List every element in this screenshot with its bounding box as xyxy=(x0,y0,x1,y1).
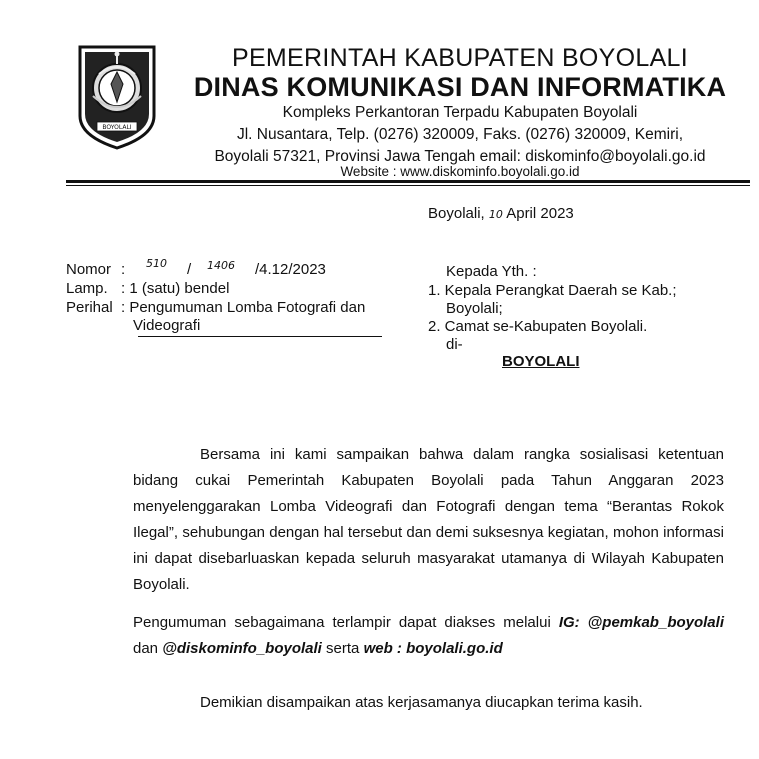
letterhead-rule-thick xyxy=(66,180,750,183)
letter-date: Boyolali, 10 April 2023 xyxy=(428,205,574,222)
closing-line: Demikian disampaikan atas kerjasamanya diucapkan terima kasih. xyxy=(200,694,643,711)
ig-handle: IG: @pemkab_boyolali xyxy=(558,614,724,631)
recipient-1b: Boyolali; xyxy=(446,300,503,317)
nomor-colon: : xyxy=(121,261,126,278)
web-address: web : boyolali.go.id xyxy=(363,640,503,657)
nomor-value: /4.12/2023 xyxy=(255,261,326,278)
body-paragraph-1: Bersama ini kami sampaikan bahwa dalam rangka sosialisasi ketentuan bidang cukai Pemerintah Kabupaten Boyolali pada Tahun Anggaran 2023 menyelenggarakan Lomba Videografi dan Fotografi dengan tema “Berantas Rokok Ilegal”, sehubungan dengan hal tersebut dan demi suksesnya kegiatan, mohon informasi ini dapat disebarluaskan kepada seluruh masyarakat utamanya di Wilayah Kabupaten Boyolali. xyxy=(133,446,724,593)
recipient-city: BOYOLALI xyxy=(502,353,580,370)
svg-text:BOYOLALI: BOYOLALI xyxy=(102,124,132,131)
lamp-value: : 1 (satu) bendel xyxy=(121,280,230,297)
perihal-value-1: : Pengumuman Lomba Fotografi dan xyxy=(121,299,366,316)
letterhead-rule-thin xyxy=(66,185,750,186)
agency-title: DINAS KOMUNIKASI DAN INFORMATIKA xyxy=(193,72,727,102)
nomor-handwritten-2: 1406 xyxy=(207,259,235,272)
boyolali-coat-of-arms-logo xyxy=(77,44,157,150)
nomor-label: Nomor xyxy=(66,261,112,278)
perihal-underline xyxy=(138,336,382,337)
website-line: Website : www.diskominfo.boyolali.go.id xyxy=(340,164,580,179)
kepada-label: Kepada Yth. : xyxy=(446,263,537,280)
nomor-handwritten-1: 510 xyxy=(146,257,167,270)
address-line-2: Jl. Nusantara, Telp. (0276) 320009, Faks. (0276) 320009, Kemiri, xyxy=(236,126,684,143)
recipient-di: di- xyxy=(446,336,463,353)
gov-title: PEMERINTAH KABUPATEN BOYOLALI xyxy=(231,44,689,72)
recipient-1: 1. Kepala Perangkat Daerah se Kab.; xyxy=(428,282,677,299)
perihal-value-2: Videografi xyxy=(133,317,201,334)
body-paragraph-2: Pengumuman sebagaimana terlampir dapat diakses melalui IG: @pemkab_boyolali dan @diskominfo_boyolali serta web : boyolali.go.id xyxy=(133,614,724,657)
perihal-label: Perihal xyxy=(66,299,113,316)
recipient-2: 2. Camat se-Kabupaten Boyolali. xyxy=(428,318,648,335)
handwritten-day: 10 xyxy=(488,208,503,221)
diskominfo-handle: @diskominfo_boyolali xyxy=(162,640,322,657)
address-line-1: Kompleks Perkantoran Terpadu Kabupaten Boyolali xyxy=(282,104,638,121)
lamp-label: Lamp. xyxy=(66,280,108,297)
nomor-slash: / xyxy=(187,261,192,278)
address-line-3: Boyolali 57321, Provinsi Jawa Tengah email: diskominfo@boyolali.go.id xyxy=(214,148,706,165)
